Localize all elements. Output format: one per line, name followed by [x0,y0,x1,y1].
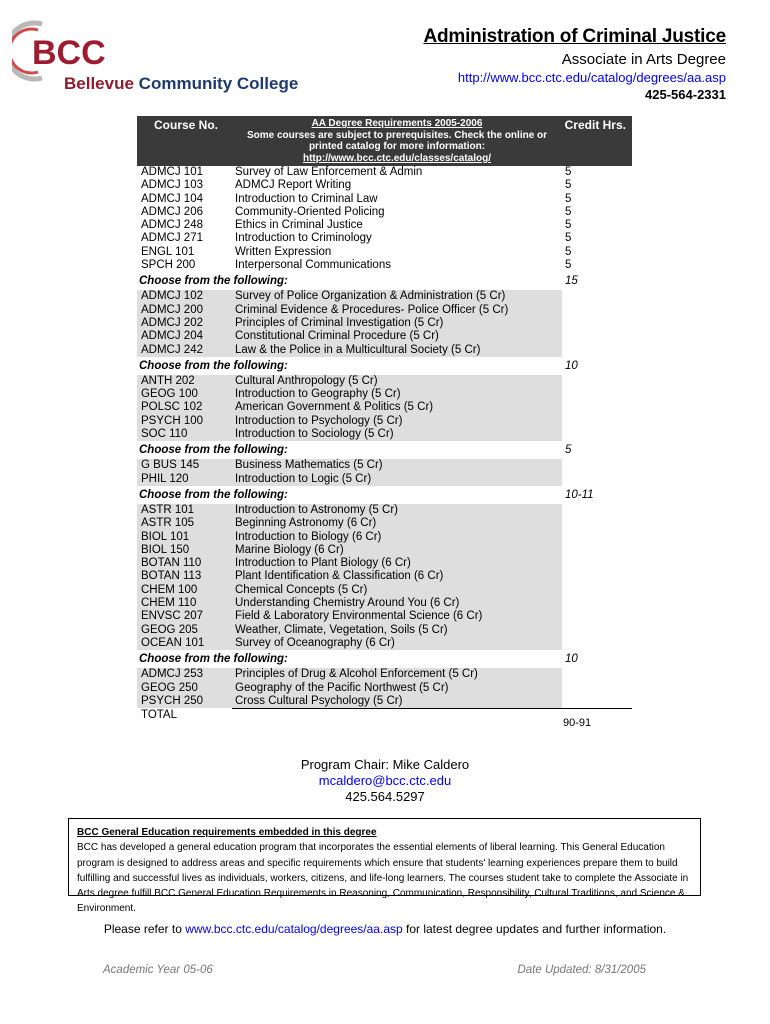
table-row [137,206,632,219]
course-code: GEOG 205 [141,623,198,636]
course-title: Cross Cultural Psychology (5 Cr) [235,694,403,707]
choose-label: Choose from the following: [139,359,288,372]
course-code: ADMCJ 204 [141,330,203,343]
course-title: Introduction to Geography (5 Cr) [235,388,401,401]
course-title: Introduction to Biology (6 Cr) [235,530,382,543]
college-name: Bellevue Community College [64,74,299,93]
table-row [137,166,632,179]
chair-phone: 425.564.5297 [345,789,425,804]
choose-heading [137,444,632,459]
course-title: Field & Laboratory Environmental Science (6 Cr) [235,610,483,623]
group-credits: 15 [565,275,578,288]
chair-name: Program Chair: Mike Caldero [300,757,470,772]
group-credits: 5 [565,444,572,457]
course-code: ADMCJ 104 [141,192,203,205]
group-credits: 10-11 [565,488,594,501]
course-title: American Government & Politics (5 Cr) [235,401,434,414]
course-credits: 5 [565,245,572,258]
course-title: Plant Identification & Classification (6 Cr) [235,570,444,583]
table-row [137,584,632,597]
program-title: Administration of Criminal Justice [423,26,726,47]
table-row [137,624,632,637]
table-row [137,531,632,544]
catalog-link[interactable]: http://www.bcc.ctc.edu/classes/catalog/ [302,152,492,164]
date-updated: Date Updated: 8/31/2005 [517,964,646,976]
course-code: CHEM 100 [141,583,198,596]
course-title: Introduction to Sociology (5 Cr) [235,428,394,441]
table-header [137,116,632,166]
choose-label: Choose from the following: [139,653,288,666]
table-row [137,330,632,343]
course-title: Survey of Oceanography (6 Cr) [235,636,395,649]
course-credits: 5 [565,259,572,272]
course-code: ADMCJ 200 [141,303,203,316]
table-row [137,344,632,357]
table-row [137,570,632,583]
course-code: SPCH 200 [141,259,196,272]
course-credits: 5 [565,179,572,192]
course-code: BOTAN 110 [141,557,202,570]
col-credits-header: Credit Hrs. [564,118,626,132]
course-title: ADMCJ Report Writing [235,179,352,192]
table-row [137,459,632,472]
course-code: ADMCJ 206 [141,205,203,218]
course-code: ADMCJ 242 [141,343,203,356]
gen-ed-box [68,818,701,915]
course-code: ASTR 105 [141,517,195,530]
requirements-table [137,116,632,730]
course-title: Introduction to Logic (5 Cr) [235,472,372,485]
choose-label: Choose from the following: [139,275,288,288]
course-code: ADMCJ 103 [141,179,203,192]
degree-url-link[interactable]: http://www.bcc.ctc.edu/catalog/degrees/aa.asp [457,70,726,85]
table-row [137,695,632,708]
required-courses [137,166,632,272]
table-row [137,597,632,610]
bcc-logo-mark [12,20,122,82]
table-row [137,304,632,317]
course-code: ASTR 101 [141,503,195,516]
course-credits: 5 [565,219,572,232]
course-title: Introduction to Plant Biology (6 Cr) [235,557,411,570]
table-row [137,610,632,623]
course-title: Introduction to Criminology [235,232,372,245]
gen-ed-title: BCC General Education requirements embedded in this degree [77,827,377,838]
course-code: ADMCJ 202 [141,316,203,329]
course-title: Introduction to Psychology (5 Cr) [235,414,403,427]
course-title: Introduction to Astronomy (5 Cr) [235,503,398,516]
academic-year: Academic Year 05-06 [103,964,213,976]
table-row [137,504,632,517]
table-row [137,557,632,570]
group-credits: 10 [565,359,578,372]
course-credits: 5 [565,205,572,218]
course-code: BIOL 150 [141,543,190,556]
chair-email-link[interactable]: mcaldero@bcc.ctc.edu [318,773,452,788]
choose-heading [137,360,632,375]
table-row [137,317,632,330]
table-row [137,668,632,681]
course-title: Interpersonal Communications [235,259,391,272]
course-title: Law & the Police in a Multicultural Society (5 Cr) [235,343,481,356]
table-row [137,401,632,414]
group-credits: 10 [565,653,578,666]
total-row [137,708,632,730]
course-code: BIOL 101 [141,530,190,543]
table-row [137,637,632,650]
choose-label: Choose from the following: [139,488,288,501]
course-code: ADMCJ 248 [141,219,203,232]
elective-group [137,459,632,486]
choose-label: Choose from the following: [139,444,288,457]
course-code: ADMCJ 271 [141,232,203,245]
refer-note: Please refer to www.bcc.ctc.edu/catalog/degrees/aa.asp for latest degree updates and further information. [103,922,667,936]
course-code: BOTAN 113 [141,570,202,583]
requirements-note: AA Degree Requirements 2005-2006 Some courses are subject to prerequisites. Check the online or printed catalog for more information: http://www.bcc.ctc.edu/classes/catalog/ [242,118,552,164]
course-credits: 5 [565,192,572,205]
table-body [137,166,632,708]
course-title: Criminal Evidence & Procedures- Police Officer (5 Cr) [235,303,509,316]
gen-ed-body: BCC has developed a general education program that incorporates the essential elements of liberal learning. This General Education program is designed to address areas and specific requirements which ensure that students' learning experiences prepare them to build fulfilling and successful lives as individuals, workers, citizens, and life-long learners. The courses student take to complete the Associate in Arts degree fulfill BCC General Education Requirements in Reasoning, Communication, Responsibility, Cultural Traditions, and Science & Environment. [77,842,689,915]
refer-link[interactable]: www.bcc.ctc.edu/catalog/degrees/aa.asp [185,922,403,936]
degree-name: Associate in Arts Degree [561,51,726,68]
elective-group [137,290,632,356]
course-title: Written Expression [235,245,332,258]
logo-letters: BCC [32,34,106,72]
course-title: Understanding Chemistry Around You (6 Cr) [235,597,460,610]
course-code: ANTH 202 [141,374,195,387]
course-title: Marine Biology (6 Cr) [235,543,344,556]
table-row [137,290,632,303]
choose-heading [137,489,632,504]
course-title: Chemical Concepts (5 Cr) [235,583,368,596]
table-row [137,179,632,192]
course-title: Principles of Criminal Investigation (5 Cr) [235,316,444,329]
table-row [137,517,632,530]
elective-group [137,668,632,708]
course-code: CHEM 110 [141,597,197,610]
course-title: Business Mathematics (5 Cr) [235,459,383,472]
course-title: Beginning Astronomy (6 Cr) [235,517,377,530]
table-row [137,375,632,388]
table-row [137,388,632,401]
choose-heading [137,275,632,290]
course-code: SOC 110 [141,428,188,441]
course-title: Ethics in Criminal Justice [235,219,363,232]
course-code: OCEAN 101 [141,636,205,649]
course-code: ENVSC 207 [141,610,204,623]
course-credits: 5 [565,232,572,245]
course-title: Survey of Police Organization & Administration (5 Cr) [235,290,506,303]
course-title: Survey of Law Enforcement & Admin [235,166,423,178]
course-title: Cultural Anthropology (5 Cr) [235,374,378,387]
table-row [137,415,632,428]
course-credits: 5 [565,166,572,178]
course-code: ADMCJ 101 [141,166,203,178]
course-code: ENGL 101 [141,245,195,258]
table-row [137,544,632,557]
course-title: Geography of the Pacific Northwest (5 Cr) [235,681,449,694]
course-code: ADMCJ 253 [141,668,203,681]
table-row [137,246,632,259]
course-code: PHIL 120 [141,472,189,485]
table-row [137,232,632,245]
course-code: POLSC 102 [141,401,203,414]
elective-group [137,504,632,650]
course-title: Constitutional Criminal Procedure (5 Cr) [235,330,439,343]
table-row [137,473,632,486]
page-header [423,26,726,102]
choose-heading [137,653,632,668]
course-title: Introduction to Criminal Law [235,192,378,205]
course-code: G BUS 145 [141,459,200,472]
course-title: Community-Oriented Policing [235,205,385,218]
course-code: GEOG 100 [141,388,198,401]
program-chair [0,757,770,805]
elective-group [137,375,632,441]
col-course-header: Course No. [154,118,219,132]
course-code: GEOG 250 [141,681,198,694]
course-title: Principles of Drug & Alcohol Enforcement (5 Cr) [235,668,478,681]
table-row [137,259,632,272]
program-phone: 425-564-2331 [645,87,726,102]
total-credits: 90-91 [563,717,592,730]
table-row [137,682,632,695]
course-title: Weather, Climate, Vegetation, Soils (5 Cr) [235,623,448,636]
course-code: PSYCH 100 [141,414,204,427]
table-row [137,193,632,206]
course-code: ADMCJ 102 [141,290,203,303]
table-row [137,219,632,232]
total-label: TOTAL [141,709,177,722]
table-row [137,428,632,441]
course-code: PSYCH 250 [141,694,204,707]
